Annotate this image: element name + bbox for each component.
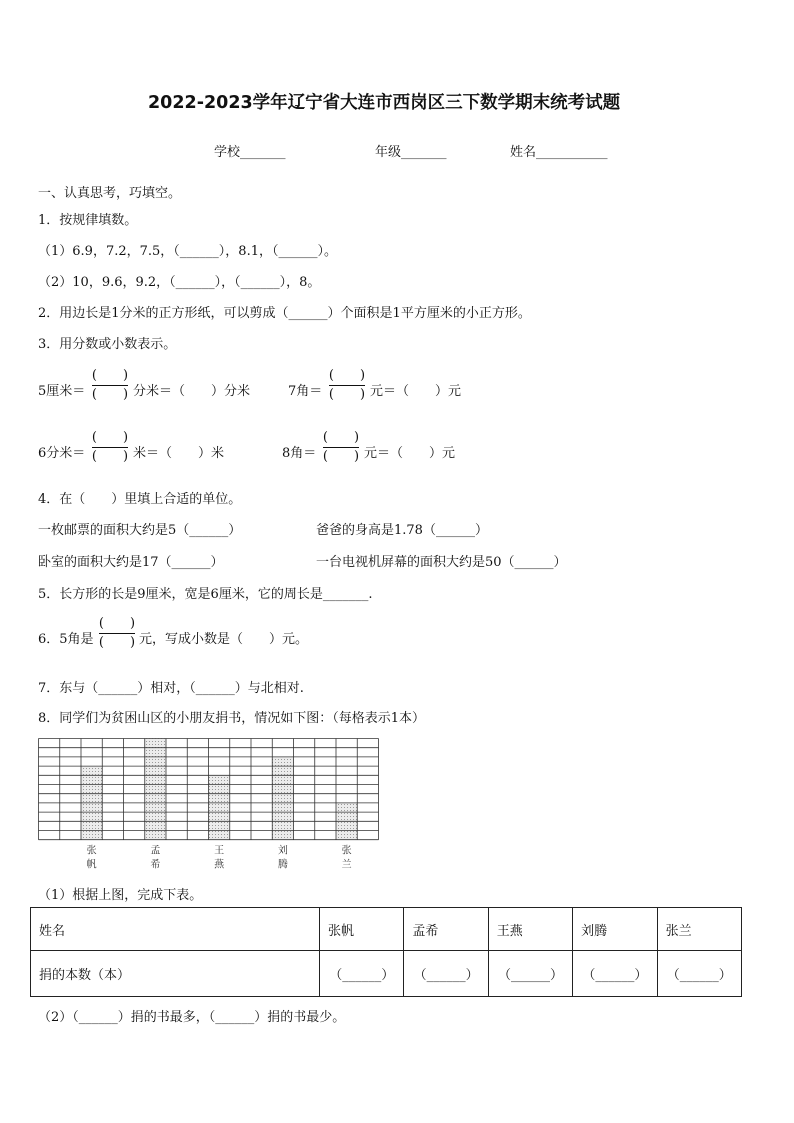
tick-label: 孟 [150, 845, 161, 857]
tick-label: 兰 [341, 859, 352, 871]
question-7: 7．东与（______）相对，（______）与北相对. [38, 681, 304, 696]
q3-r1a-post: 分米＝（ ）分米 [133, 384, 251, 399]
name-field: 姓名___________ [510, 145, 608, 160]
question-4c: 卧室的面积大约是17（______） [38, 555, 224, 570]
q3-r2b-pre: 8角＝ [282, 446, 317, 461]
answer-blank[interactable]: （______） [657, 951, 741, 997]
table-cell: 张兰 [657, 908, 741, 951]
denominator-blank: ( ) [328, 387, 366, 402]
q3-r2a-post: 米＝（ ）米 [133, 446, 225, 461]
fraction [327, 367, 367, 404]
grade-field: 年级_______ [375, 145, 447, 160]
q3-r2a-pre: 6分米＝ [38, 446, 86, 461]
tick-label: 张 [341, 845, 352, 857]
table-row [31, 951, 742, 997]
answer-blank[interactable]: （______） [320, 951, 404, 997]
fraction [90, 367, 130, 404]
tick-label: 王 [214, 845, 225, 857]
question-8-sub2: （2）（______）捐的书最多，（______）捐的书最少。 [38, 1010, 346, 1025]
table-header-row [31, 908, 742, 951]
fraction [90, 429, 130, 466]
school-field: 学校_______ [214, 145, 286, 160]
answer-blank[interactable]: （______） [404, 951, 488, 997]
table-cell: 张帆 [320, 908, 404, 951]
tick-label: 燕 [214, 859, 225, 871]
numerator-blank: ( ) [91, 430, 129, 445]
question-5: 5．长方形的长是9厘米，宽是6厘米，它的周长是_______. [38, 587, 373, 602]
donation-bar-chart [38, 738, 380, 872]
tick-label: 张 [86, 845, 97, 857]
question-1-stem: 1．按规律填数。 [38, 213, 138, 228]
bar-刘腾 [272, 757, 293, 840]
question-4a: 一枚邮票的面积大约是5（______） [38, 523, 242, 538]
question-4d: 一台电视机屏幕的面积大约是50（______） [316, 555, 567, 570]
section-heading: 一、认真思考，巧填空。 [38, 186, 182, 201]
page-title: 2022-2023学年辽宁省大连市西岗区三下数学期末统考试题 [148, 93, 621, 113]
question-6-post: 元，写成小数是（ ）元。 [139, 632, 309, 647]
question-1a: （1）6.9，7.2，7.5，（______），8.1，（______）。 [38, 244, 337, 259]
fraction [321, 429, 361, 466]
denominator-blank: ( ) [322, 449, 360, 464]
question-2: 2．用边长是1分米的正方形纸，可以剪成（______）个面积是1平方厘米的小正方形。 [38, 306, 531, 321]
q3-r1a-pre: 5厘米＝ [38, 384, 86, 399]
tick-label: 刘 [277, 845, 288, 857]
numerator-blank: ( ) [98, 616, 136, 631]
question-8-stem: 8．同学们为贫困山区的小朋友捐书，情况如下图：（每格表示1本） [38, 711, 426, 726]
tick-label: 帆 [86, 859, 97, 871]
answer-blank[interactable]: （______） [488, 951, 572, 997]
question-4-stem: 4．在（ ）里填上合适的单位。 [38, 492, 242, 507]
denominator-blank: ( ) [98, 635, 136, 650]
question-4b: 爸爸的身高是1.78（______） [316, 523, 488, 538]
question-8-sub1: （1）根据上图，完成下表。 [38, 888, 203, 903]
table-cell: 刘腾 [573, 908, 657, 951]
tick-label: 希 [150, 859, 161, 871]
table-cell: 王燕 [488, 908, 572, 951]
q3-r1b-pre: 7角＝ [288, 384, 323, 399]
tick-label: 腾 [277, 859, 288, 871]
q3-r2b-post: 元＝（ ）元 [364, 446, 456, 461]
question-6-pre: 6．5角是 [38, 632, 94, 647]
answer-blank[interactable]: （______） [573, 951, 657, 997]
table-cell: 孟希 [404, 908, 488, 951]
numerator-blank: ( ) [328, 368, 366, 383]
denominator-blank: ( ) [91, 387, 129, 402]
numerator-blank: ( ) [322, 430, 360, 445]
question-1b: （2）10，9.6，9.2，（______），（______），8。 [38, 275, 321, 290]
bar-孟希 [145, 739, 166, 840]
denominator-blank: ( ) [91, 449, 129, 464]
question-3-stem: 3．用分数或小数表示。 [38, 337, 177, 352]
table-cell: 姓名 [31, 908, 320, 951]
fraction [97, 615, 137, 652]
bar-王燕 [209, 775, 230, 839]
table-cell: 捐的本数（本） [31, 951, 320, 997]
donation-table [30, 907, 742, 997]
q3-r1b-post: 元＝（ ）元 [370, 384, 462, 399]
numerator-blank: ( ) [91, 368, 129, 383]
